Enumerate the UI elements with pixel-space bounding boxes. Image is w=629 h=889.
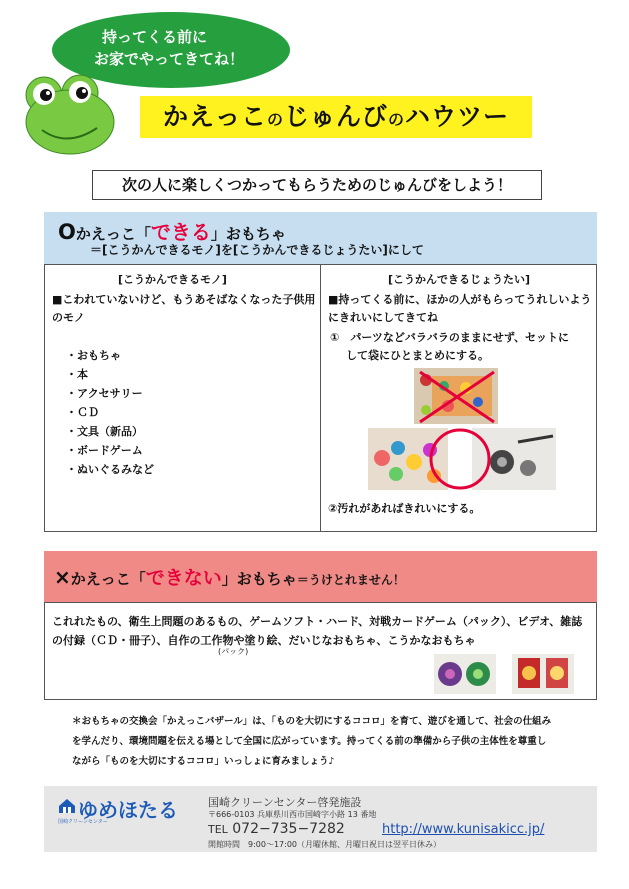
- page-title: [140, 96, 532, 138]
- footnote-line3: ながら「ものを大切にするココロ」いっしょに育みましょう♪: [72, 756, 335, 767]
- card-pack-photo: [434, 654, 496, 694]
- facility-name: 国崎クリーンセンター啓発施設: [208, 796, 362, 809]
- ok-heading-highlight: できる: [150, 220, 211, 244]
- list-item: ・ぬいぐるみなど: [66, 463, 154, 476]
- step1-line1: ① パーツなどバラバラのままにせず、セットに: [330, 331, 569, 344]
- footnote-line1: ＊おもちゃの交換会「かえっこバザール」は、「ものを大切にするココロ」を育て、遊びを通して、社会の仕組み: [72, 716, 552, 727]
- tel-label: TEL: [208, 823, 228, 836]
- footnote: [72, 712, 551, 772]
- ng-heading: [54, 563, 405, 590]
- ok-subheading: ＝[こうかんできるモノ]を[こうかんできるじょうたい]にして: [90, 243, 424, 257]
- ng-heading-post: 」おもちゃ: [221, 570, 297, 588]
- left-column-title: [こうかんできるモノ]: [118, 273, 227, 286]
- step1-line2: して袋にひとまとめにする。: [346, 349, 489, 362]
- list-item: ・ボードゲーム: [66, 444, 143, 457]
- left-desc-line1: ■こわれていないけど、もうあそばなくなった子供用: [52, 293, 316, 306]
- bubble-line2: お家でやってきてね！: [94, 50, 245, 68]
- right-desc-line2: にきれいにしてきてね: [328, 311, 438, 324]
- bubble-line1: 持ってくる前に: [102, 28, 208, 46]
- item-list: [66, 346, 154, 479]
- ng-text-line2: の付録（ＣＤ・冊子）、自作の工作物や塗り絵、だいじなおもちゃ、こうかなおもちゃ: [52, 634, 476, 647]
- ng-heading-tail: ＝うけとれません！: [296, 573, 405, 587]
- title-part: の: [388, 110, 406, 129]
- left-desc-line2: のモノ: [52, 311, 85, 324]
- frog-mascot-icon: [22, 60, 132, 160]
- facility-address: 〒666-0103 兵庫県川西市国崎字小路 13 番地: [208, 810, 377, 819]
- list-item: ・文具（新品）: [66, 425, 143, 438]
- list-item: ・本: [66, 368, 88, 381]
- right-column-title: [こうかんできるじょうたい]: [388, 273, 531, 286]
- scattered-parts-photo: [414, 368, 498, 424]
- column-divider: [320, 264, 321, 532]
- step2-text: ②汚れがあればきれいにする。: [328, 502, 481, 515]
- right-desc-line1: ■持ってくる前に、ほかの人がもらってうれしいよう: [328, 293, 592, 306]
- website-link[interactable]: http://www.kunisakicc.jp/: [382, 822, 545, 837]
- ng-text-note: (パック): [218, 647, 249, 656]
- bagged-set-photo: [368, 428, 556, 490]
- title-part: かえっこ: [162, 102, 267, 131]
- ng-heading-highlight: できない: [145, 567, 222, 589]
- ng-heading-pre: かえっこ「: [70, 570, 146, 588]
- game-pack-photo: [512, 654, 574, 694]
- list-item: ・ＣＤ: [66, 406, 99, 419]
- facility-phone: [208, 821, 345, 837]
- ok-heading-post: 」おもちゃ: [210, 225, 286, 243]
- house-logo-icon: [58, 798, 76, 814]
- title-part: じゅんび: [283, 102, 388, 131]
- ok-heading-pre: かえっこ「: [75, 225, 151, 243]
- footnote-line2: を学んだり、環境問題を伝える場として全国に広がっています。持ってくる前の準備から子供の主体性を尊重し: [72, 736, 547, 747]
- opening-hours: 開館時間 9:00～17:00（月曜休館、月曜日祝日は翌平日休み）: [208, 840, 442, 849]
- title-part: ハウツー: [405, 102, 510, 131]
- facility-logo: ゆめほたる: [78, 798, 178, 822]
- list-item: ・おもちゃ: [66, 349, 121, 362]
- cross-mark: ×: [54, 565, 71, 589]
- ng-text-line1: これれたもの、衛生上問題のあるもの、ゲームソフト・ハード、対戦カードゲーム（パック）、ビデオ、雑誌: [52, 615, 583, 628]
- subtitle: 次の人に楽しくつかってもらうためのじゅんびをしよう！: [92, 170, 542, 200]
- circle-mark: O: [58, 220, 76, 244]
- list-item: ・アクセサリー: [66, 387, 143, 400]
- title-part: の: [266, 110, 284, 129]
- tel-number: 072−735−7282: [232, 821, 345, 837]
- logo-subtitle: 国崎クリーンセンター: [58, 819, 108, 825]
